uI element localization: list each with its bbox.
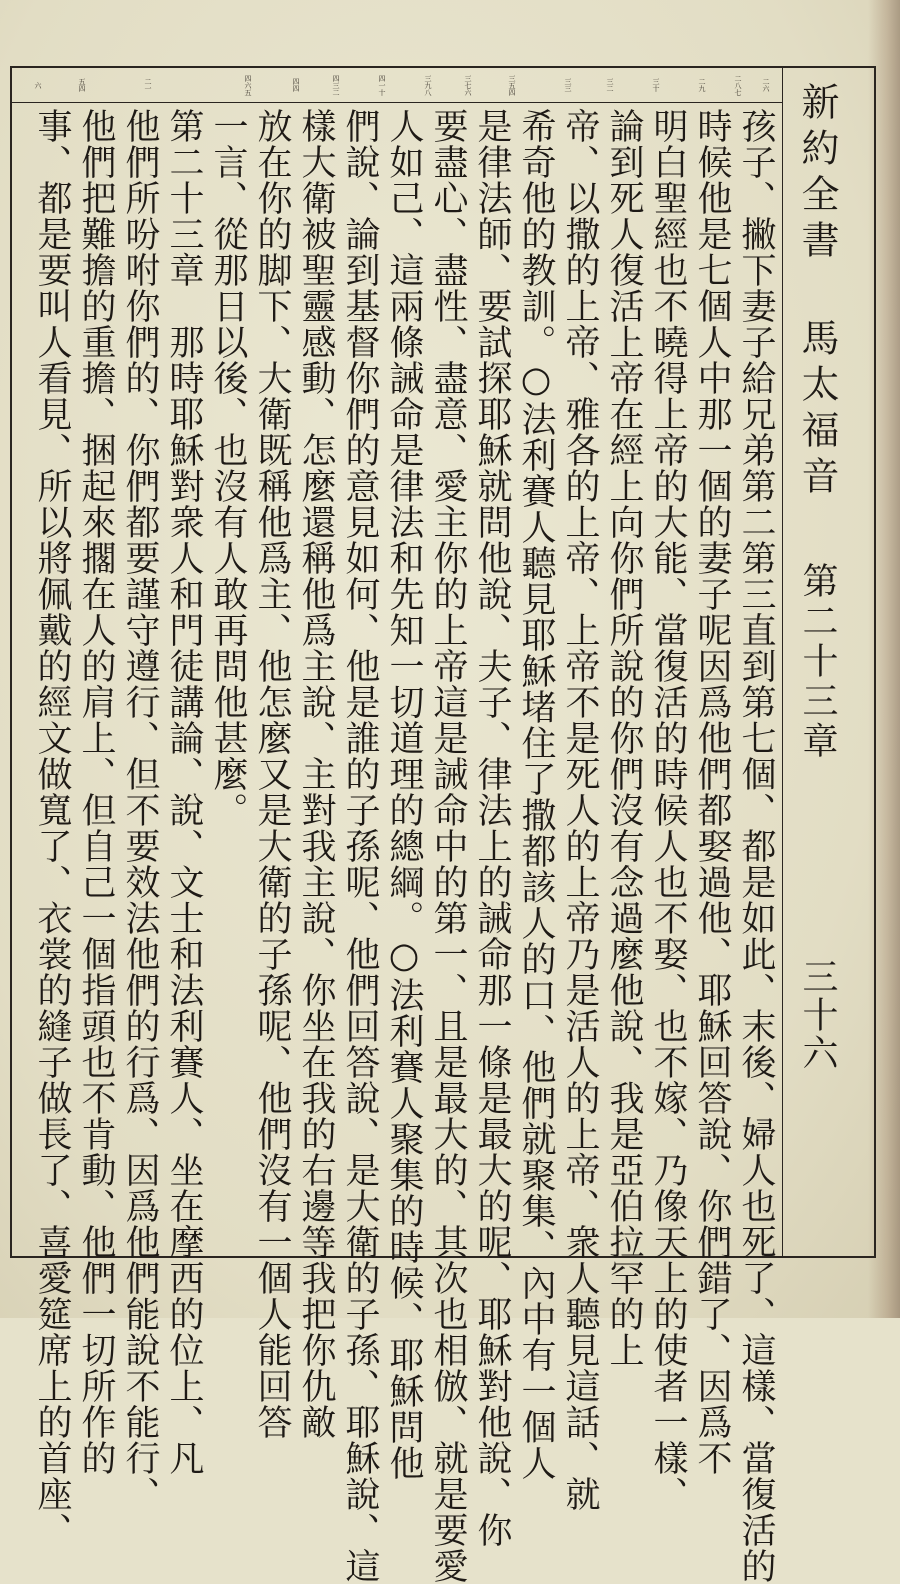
text-column-3: 明白聖經也不曉得上帝的大能、當復活的時候人也不娶、也不嫁、乃像天上的使者一樣、	[648, 108, 688, 1512]
verse-number: 四四	[292, 78, 300, 92]
text-column-15: 他們所吩咐你們的、你們都要謹守遵行、但不要效法他們的行爲、因爲他們能說不能行、	[120, 108, 160, 1512]
text-column-10: 們說、論到基督你們的意見如何、他是誰的子孫呢、他們回答說、是大衛的子孫、耶穌說、這	[340, 108, 380, 1584]
text-column-9: 人如己、這兩條誡命是律法和先知一切道理的總綱。○法利賽人聚集的時候、耶穌問他	[384, 108, 424, 1481]
text-column-1: 孩子、撇下妻子給兄弟第二第三直到第七個、都是如此、末後、婦人也死了、這樣、當復活的	[736, 108, 776, 1584]
verse-number: 三九八	[424, 74, 432, 96]
text-column-8: 要盡心、盡性、盡意、愛主你的上帝這是誡命中的第一、且是最大的、其次也相倣、就是要愛	[428, 108, 468, 1584]
header-column-divider	[782, 68, 783, 1256]
verse-number: 二一	[144, 78, 152, 92]
verse-number: 二九	[698, 78, 706, 92]
book-title: 新約全書 馬太福音	[795, 82, 839, 502]
verse-number: 三五四	[508, 74, 516, 96]
page-number: 三十六	[797, 958, 838, 1072]
text-column-11: 樣大衛被聖靈感動、怎麼還稱他爲主說、主對我主說、你坐在我的右邊等我把你仇敵	[296, 108, 336, 1440]
text-column-12: 放在你的脚下、大衛既稱他爲主、他怎麼又是大衛的子孫呢、他們沒有一個人能回答	[252, 108, 292, 1440]
verse-number: 二八七	[734, 74, 742, 96]
text-column-4: 論到死人復活上帝在經上向你們所說的你們沒有念過麼他說、我是亞伯拉罕的上	[604, 108, 644, 1368]
verse-number: 四三二	[332, 74, 340, 96]
text-column-6: 希奇他的教訓。○法利賽人聽見耶穌堵住了撒都該人的口、他們就聚集、內中有一個人	[516, 108, 556, 1481]
verse-number: 六	[34, 81, 42, 89]
verse-number: 五四	[78, 78, 86, 92]
verse-number: 三七六	[464, 74, 472, 96]
chapter-23-opening-column: 第二十三章 那時耶穌對衆人和門徒講論、說、文士和法利賽人、坐在摩西的位上、凡	[164, 108, 204, 1476]
verse-number: 四六五	[244, 74, 252, 96]
text-frame	[10, 66, 876, 1584]
text-column-17: 事、都是要叫人看見、所以將佩戴的經文做寬了、衣裳的縫子做長了、喜愛筵席上的首座、	[32, 108, 72, 1548]
verse-number-strip-divider	[12, 102, 782, 103]
verse-number: 二六	[762, 78, 770, 92]
text-column-5: 帝、以撒的上帝、雅各的上帝、上帝不是死人的上帝乃是活人的上帝、衆人聽見這話、就	[560, 108, 600, 1512]
verse-number: 三三	[564, 78, 572, 92]
verse-number: 三十	[652, 78, 660, 92]
text-column-13: 一言、從那日以後、也沒有人敢再問他甚麼。	[208, 108, 248, 828]
text-column-16: 他們把難擔的重擔、捆起來擱在人的肩上、但自己一個指頭也不肯動、他們一切所作的	[76, 108, 116, 1476]
verse-number: 四一十	[378, 74, 386, 96]
text-column-7: 是律法師、要試探耶穌就問他說、夫子、律法上的誡命那一條是最大的呢、耶穌對他說、你	[472, 108, 512, 1548]
text-column-2: 時候他是七個人中那一個的妻子呢因爲他們都娶過他、耶穌回答說、你們錯了、因爲不	[692, 108, 732, 1476]
verse-number: 三二	[606, 78, 614, 92]
chapter-heading: 第二十三章	[797, 562, 838, 762]
